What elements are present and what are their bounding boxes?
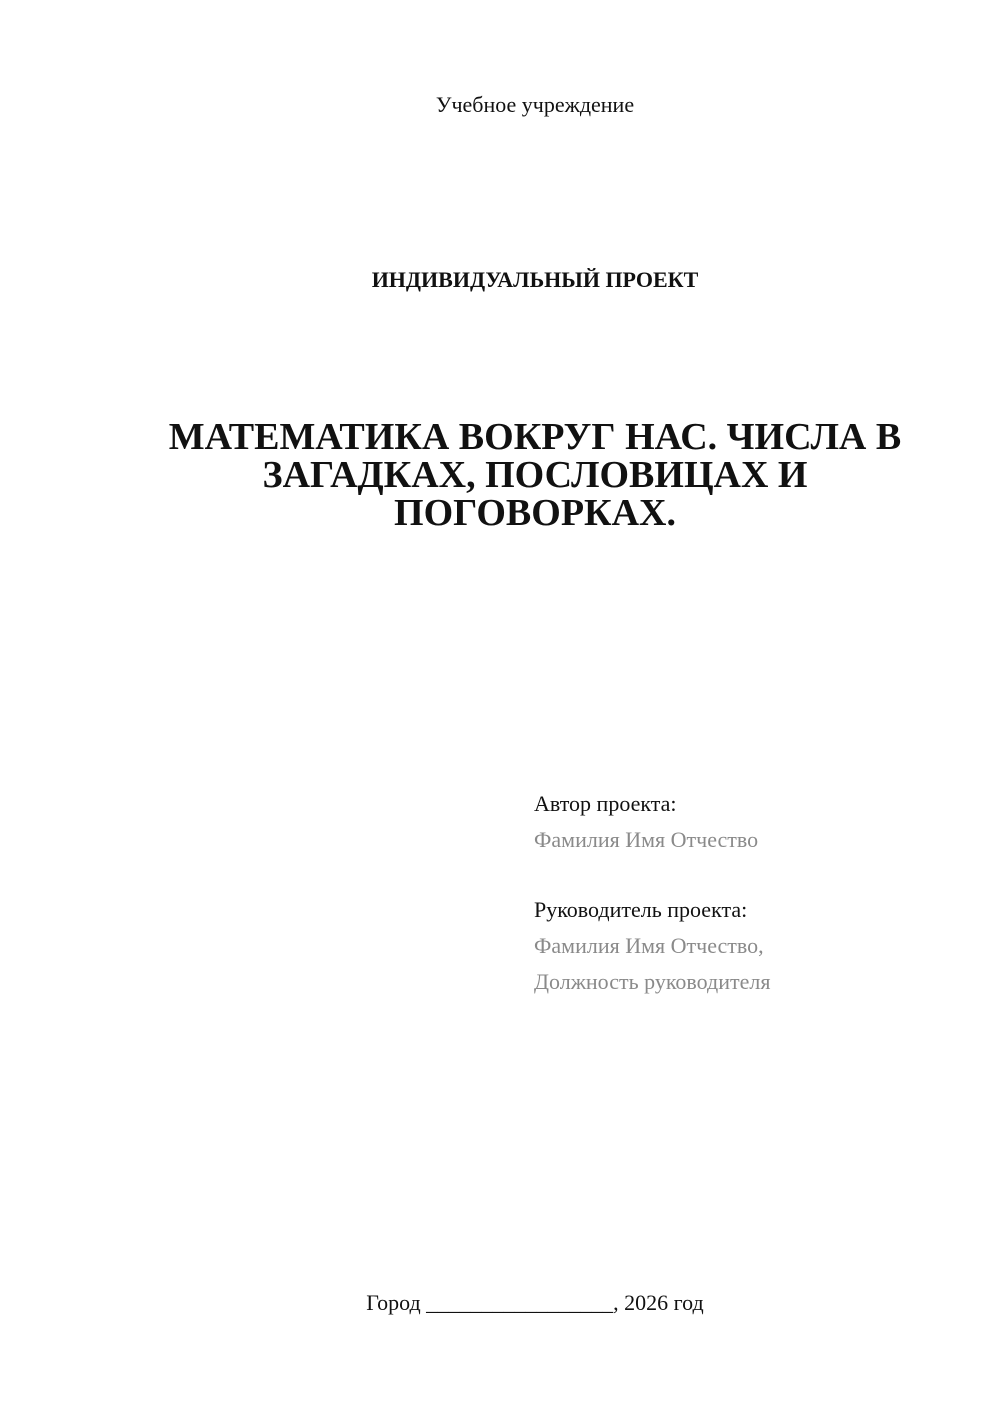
supervisor-label: Руководитель проекта: (534, 897, 748, 922)
supervisor-block (534, 892, 974, 1000)
project-title-line: ПОГОВОРКАХ. (394, 492, 676, 534)
supervisor-name: Фамилия Имя Отчество, (534, 933, 764, 958)
author-label: Автор проекта: (534, 791, 677, 816)
author-block (534, 786, 974, 858)
project-title-line: МАТЕМАТИКА ВОКРУГ НАС. ЧИСЛА В (168, 416, 902, 458)
project-title-line: ЗАГАДКАХ, ПОСЛОВИЦАХ И (262, 454, 808, 496)
project-title (150, 418, 920, 532)
institution-name: Учебное учреждение (435, 92, 635, 117)
author-name: Фамилия Имя Отчество (534, 827, 759, 852)
supervisor-position: Должность руководителя (534, 969, 771, 994)
project-type-heading: ИНДИВИДУАЛЬНЫЙ ПРОЕКТ (371, 267, 699, 292)
city-year-line: Город _________________, 2026 год (366, 1290, 704, 1315)
